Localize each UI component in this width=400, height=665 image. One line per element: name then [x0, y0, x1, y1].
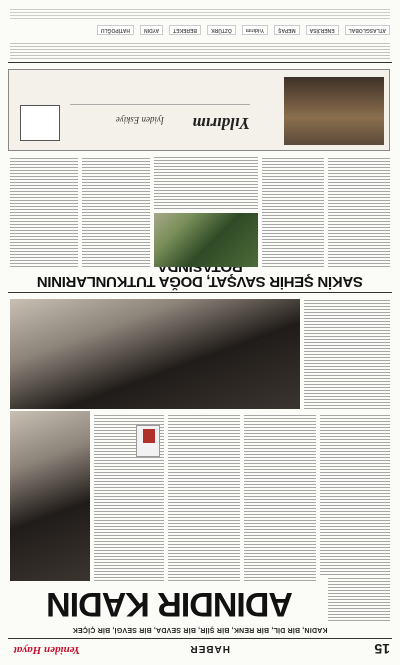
sponsor-logo: ATLASGLOBAL	[345, 25, 390, 35]
portrait-figure	[143, 429, 155, 443]
story-one-headline: ADINDIR KADIN	[47, 585, 293, 623]
story-one-column-5	[304, 299, 390, 409]
footer-rule	[8, 62, 392, 63]
story-two-headline: SAKİN ŞEHİR SAVŞAT, DOĞA TUTKUNLARININ	[37, 273, 363, 290]
footer-fine-print	[10, 9, 390, 19]
story-one-wide-photo	[10, 299, 300, 409]
sponsor-logo: HATİPOĞLU	[97, 25, 134, 35]
story-one-column-3	[168, 415, 240, 581]
ad-brand: Yıldırım	[192, 114, 250, 133]
ad-photo	[284, 77, 384, 145]
story-two-column-5	[10, 157, 78, 267]
story-one-column-2	[244, 415, 316, 581]
page-number: 15	[374, 641, 390, 657]
header-rule	[8, 638, 392, 639]
ad-divider	[70, 104, 250, 105]
story-two-column-2	[262, 157, 324, 267]
sponsor-logo: Yıldırım	[242, 25, 268, 35]
sponsor-logo: ÖZTÜRK	[207, 25, 236, 35]
story-one-subhead: KADIN, BİR DİL, BİR RENK, BİR ŞİİR, BİR SEVDA, BİR SEVGİ, BİR ÇİÇEK	[72, 626, 328, 633]
sponsor-logo: AYDIN	[140, 25, 163, 35]
footer-text-lines	[10, 41, 390, 59]
story-one-intro	[328, 577, 390, 621]
forest-photo	[154, 213, 258, 267]
ad-tagline: İyiden Eskiye	[115, 115, 164, 125]
sponsor-logo: ENERJİSA	[306, 25, 339, 35]
sponsor-strip	[10, 25, 390, 35]
story-one-photo	[10, 411, 90, 581]
ad-badge	[20, 105, 60, 141]
story-divider	[8, 292, 392, 293]
section-label: HABER	[189, 643, 230, 654]
sponsor-logo: BEREKET	[169, 25, 201, 35]
story-two-column-1	[328, 157, 390, 267]
story-two-column-4	[82, 157, 150, 267]
sponsor-logo: MEPAŞ	[274, 25, 299, 35]
story-one-column-1	[320, 415, 390, 575]
brand-logo: Yeniden Hayat	[13, 644, 80, 656]
story-two-column-3	[154, 157, 258, 209]
